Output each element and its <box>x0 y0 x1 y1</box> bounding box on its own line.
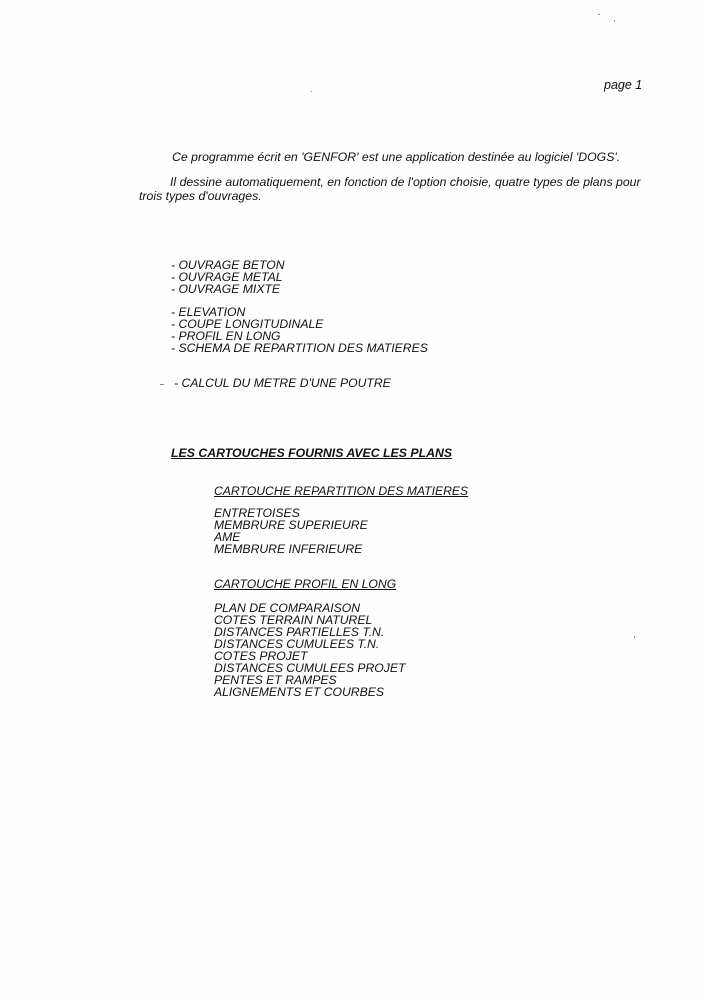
margin-mark <box>160 384 164 385</box>
calcul-item: - CALCUL DU METRE D'UNE POUTRE <box>174 376 391 390</box>
cartouche-profil-list <box>214 602 405 698</box>
ouvrage-types-list <box>171 259 285 295</box>
cartouche-repartition-title: CARTOUCHE REPARTITION DES MATIERES <box>214 484 469 498</box>
list-item: - OUVRAGE BETON <box>171 258 285 272</box>
list-item: MEMBRURE SUPERIEURE <box>214 518 368 532</box>
intro-paragraph-1: Ce programme écrit en 'GENFOR' est une application destinée au logiciel 'DOGS'. <box>172 150 621 164</box>
list-item: MEMBRURE INFERIEURE <box>214 542 363 556</box>
list-item: - SCHEMA DE REPARTITION DES MATIERES <box>171 341 428 355</box>
scan-speck <box>598 14 600 15</box>
list-item: - OUVRAGE METAL <box>171 270 283 284</box>
list-item: PENTES ET RAMPES <box>214 673 337 687</box>
list-item: ENTRETOISES <box>214 506 300 520</box>
list-item: AME <box>214 530 241 544</box>
list-item: DISTANCES PARTIELLES T.N. <box>214 625 385 639</box>
list-item: DISTANCES CUMULEES PROJET <box>214 661 406 675</box>
scan-speck <box>311 91 312 92</box>
intro-paragraph-2 <box>139 175 649 203</box>
scan-speck <box>634 636 635 638</box>
list-item: - ELEVATION <box>171 305 246 319</box>
list-item: COTES TERRAIN NATUREL <box>214 613 373 627</box>
page-number: page 1 <box>604 78 643 92</box>
list-item: - PROFIL EN LONG <box>171 329 281 343</box>
cartouche-profil-title: CARTOUCHE PROFIL EN LONG <box>214 577 397 591</box>
list-item: ALIGNEMENTS ET COURBES <box>214 685 384 699</box>
intro-paragraph-2-text: Il dessine automatiquement, en fonction de l'option choisie, quatre types de plans pour trois types d'ouvrages. <box>139 175 641 203</box>
plan-types-list <box>171 306 428 354</box>
cartouche-repartition-list <box>214 507 368 555</box>
list-item: COTES PROJET <box>214 649 308 663</box>
scan-speck <box>614 20 615 22</box>
cartouches-section-title: LES CARTOUCHES FOURNIS AVEC LES PLANS <box>171 446 453 460</box>
list-item: - OUVRAGE MIXTE <box>171 282 281 296</box>
list-item: DISTANCES CUMULEES T.N. <box>214 637 380 651</box>
list-item: - COUPE LONGITUDINALE <box>171 317 324 331</box>
list-item: PLAN DE COMPARAISON <box>214 601 361 615</box>
